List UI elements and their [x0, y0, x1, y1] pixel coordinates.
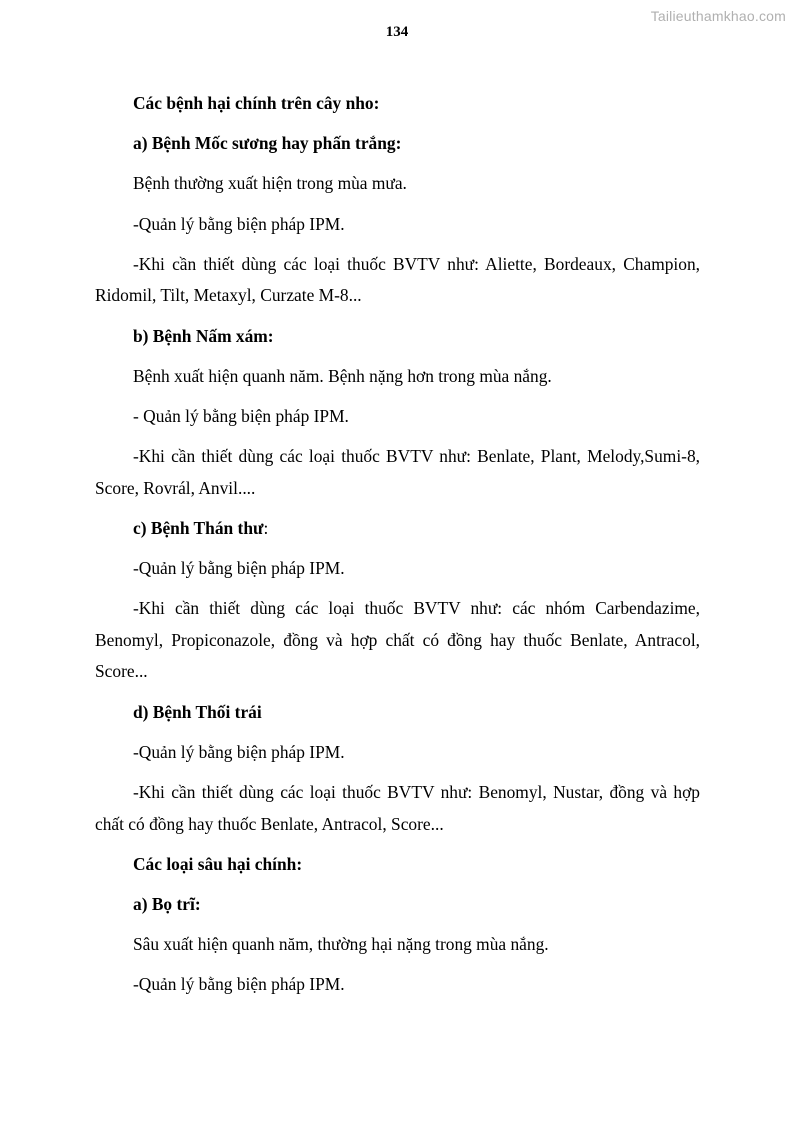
paragraph: -Quản lý bằng biện pháp IPM. [133, 213, 345, 234]
subheading-fruit-rot: d) Bệnh Thối trái [133, 701, 262, 722]
subheading-anthracnose [95, 513, 700, 545]
subheading-downy-mildew: a) Bệnh Mốc sương hay phấn trắng: [133, 133, 402, 154]
paragraph: Sâu xuất hiện quanh năm, thường hại nặng trong mùa nắng. [133, 934, 549, 955]
paragraph: -Quản lý bằng biện pháp IPM. [133, 558, 345, 579]
subheading-text: c) Bệnh Thán thư [133, 517, 264, 538]
subheading-gray-mold: b) Bệnh Nấm xám: [133, 325, 274, 346]
page-number: 134 [385, 24, 409, 40]
paragraph: -Khi cần thiết dùng các loại thuốc BVTV như: Benlate, Plant, Melody,Sumi-8, Score, Rovrál, Anvil.... [95, 446, 700, 498]
paragraph: - Quản lý bằng biện pháp IPM. [133, 405, 349, 426]
paragraph: Bệnh thường xuất hiện trong mùa mưa. [133, 173, 407, 194]
paragraph: -Quản lý bằng biện pháp IPM. [133, 741, 345, 762]
paragraph: -Khi cần thiết dùng các loại thuốc BVTV như: các nhóm Carbendazime, Benomyl, Propiconazole, đồng và hợp chất có đồng hay thuốc Benlate, Antracol, Score... [95, 598, 700, 682]
paragraph: Bệnh xuất hiện quanh năm. Bệnh nặng hơn trong mùa nắng. [133, 365, 552, 386]
document-body [95, 88, 700, 1010]
section-heading-pests: Các loại sâu hại chính: [133, 853, 303, 874]
paragraph: -Quản lý bằng biện pháp IPM. [133, 974, 345, 995]
section-heading-diseases: Các bệnh hại chính trên cây nho: [133, 93, 380, 113]
paragraph: -Khi cần thiết dùng các loại thuốc BVTV như: Benomyl, Nustar, đồng và hợp chất có đồng hay thuốc Benlate, Antracol, Score... [95, 782, 700, 834]
watermark: Tailieuthamkhao.com [650, 8, 786, 24]
paragraph: -Khi cần thiết dùng các loại thuốc BVTV như: Aliette, Bordeaux, Champion, Ridomil, Tilt, Metaxyl, Curzate M-8... [95, 253, 700, 306]
subheading-colon: : [263, 517, 269, 538]
subheading-thrips: a) Bọ trĩ: [133, 893, 201, 914]
